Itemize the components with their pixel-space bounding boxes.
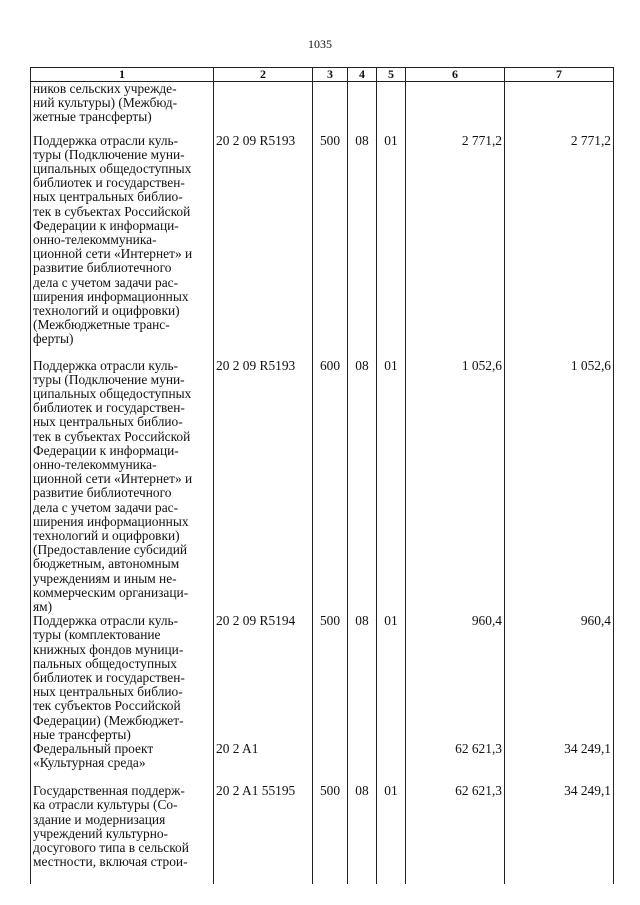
table-row (31, 784, 614, 884)
row-col-4 (348, 742, 377, 784)
header-col-3: 3 (313, 68, 348, 82)
row-col-5 (377, 742, 406, 784)
row-col-5 (377, 82, 406, 134)
header-row (31, 68, 614, 82)
table-row (31, 614, 614, 742)
row-code (214, 82, 313, 134)
row-amount-7: 1 052,6 (505, 359, 614, 615)
row-col-3: 500 (313, 784, 348, 884)
row-amount-6: 62 621,3 (406, 784, 505, 884)
row-col-4: 08 (348, 359, 377, 615)
row-amount-6: 960,4 (406, 614, 505, 742)
row-amount-6: 1 052,6 (406, 359, 505, 615)
header-col-6: 6 (406, 68, 505, 82)
row-col-5: 01 (377, 134, 406, 359)
header-col-1: 1 (31, 68, 214, 82)
row-amount-7: 960,4 (505, 614, 614, 742)
row-col-3: 600 (313, 359, 348, 615)
row-amount-7 (505, 82, 614, 134)
table-row (31, 742, 614, 784)
row-col-4: 08 (348, 784, 377, 884)
row-amount-7: 34 249,1 (505, 742, 614, 784)
row-name: Государственная поддерж- ка отрасли культуры (Со- здание и модернизация учреждений культурно- досугового типа в сельской местности, включая строи- (31, 784, 214, 884)
row-code: 20 2 A1 (214, 742, 313, 784)
row-name: Поддержка отрасли куль- туры (комплектование книжных фондов муници- пальных общедоступных библиотек и государствен- ных центральных библио- тек субъектов Российской Федерации) (Межбюджет- ные трансферты) (31, 614, 214, 742)
row-name: Поддержка отрасли куль- туры (Подключение муни- ципальных общедоступных библиотек и государствен- ных центральных библио- тек в субъектах Российской Федерации к информаци- онно-телекоммуника- ционной сети «Интернет» и развитие библиотечного дела с учетом задачи рас- ширения информационных технологий и оцифровки) (Межбюджетные транс- ферты) (31, 134, 214, 359)
row-name: Федеральный проект «Культурная среда» (31, 742, 214, 784)
table-row (31, 134, 614, 359)
row-code: 20 2 A1 55195 (214, 784, 313, 884)
row-name: ников сельских учрежде- ний культуры) (Межбюд- жетные трансферты) (31, 82, 214, 134)
row-col-3: 500 (313, 134, 348, 359)
table-row (31, 82, 614, 134)
row-amount-7: 2 771,2 (505, 134, 614, 359)
row-col-3 (313, 742, 348, 784)
row-code: 20 2 09 R5193 (214, 134, 313, 359)
table-row (31, 359, 614, 615)
row-col-3: 500 (313, 614, 348, 742)
row-amount-6: 2 771,2 (406, 134, 505, 359)
row-name: Поддержка отрасли куль- туры (Подключение муни- ципальных общедоступных библиотек и государствен- ных центральных библио- тек в субъектах Российской Федерации к информаци- онно-телекоммуника- ционной сети «Интернет» и развитие библиотечного дела с учетом задачи рас- ширения информационных технологий и оцифровки) (Предоставление субсидий бюджетным, автономным учреждениям и иным не- коммерческим организаци- ям) (31, 359, 214, 615)
header-col-4: 4 (348, 68, 377, 82)
row-col-3 (313, 82, 348, 134)
header-col-7: 7 (505, 68, 614, 82)
row-col-5: 01 (377, 784, 406, 884)
row-col-5: 01 (377, 614, 406, 742)
header-col-5: 5 (377, 68, 406, 82)
page-number: 1035 (308, 37, 332, 51)
row-col-5: 01 (377, 359, 406, 615)
row-col-4: 08 (348, 614, 377, 742)
header-col-2: 2 (214, 68, 313, 82)
row-col-4 (348, 82, 377, 134)
row-col-4: 08 (348, 134, 377, 359)
row-amount-7: 34 249,1 (505, 784, 614, 884)
budget-table (30, 67, 614, 884)
row-code: 20 2 09 R5193 (214, 359, 313, 615)
row-amount-6: 62 621,3 (406, 742, 505, 784)
row-amount-6 (406, 82, 505, 134)
row-code: 20 2 09 R5194 (214, 614, 313, 742)
